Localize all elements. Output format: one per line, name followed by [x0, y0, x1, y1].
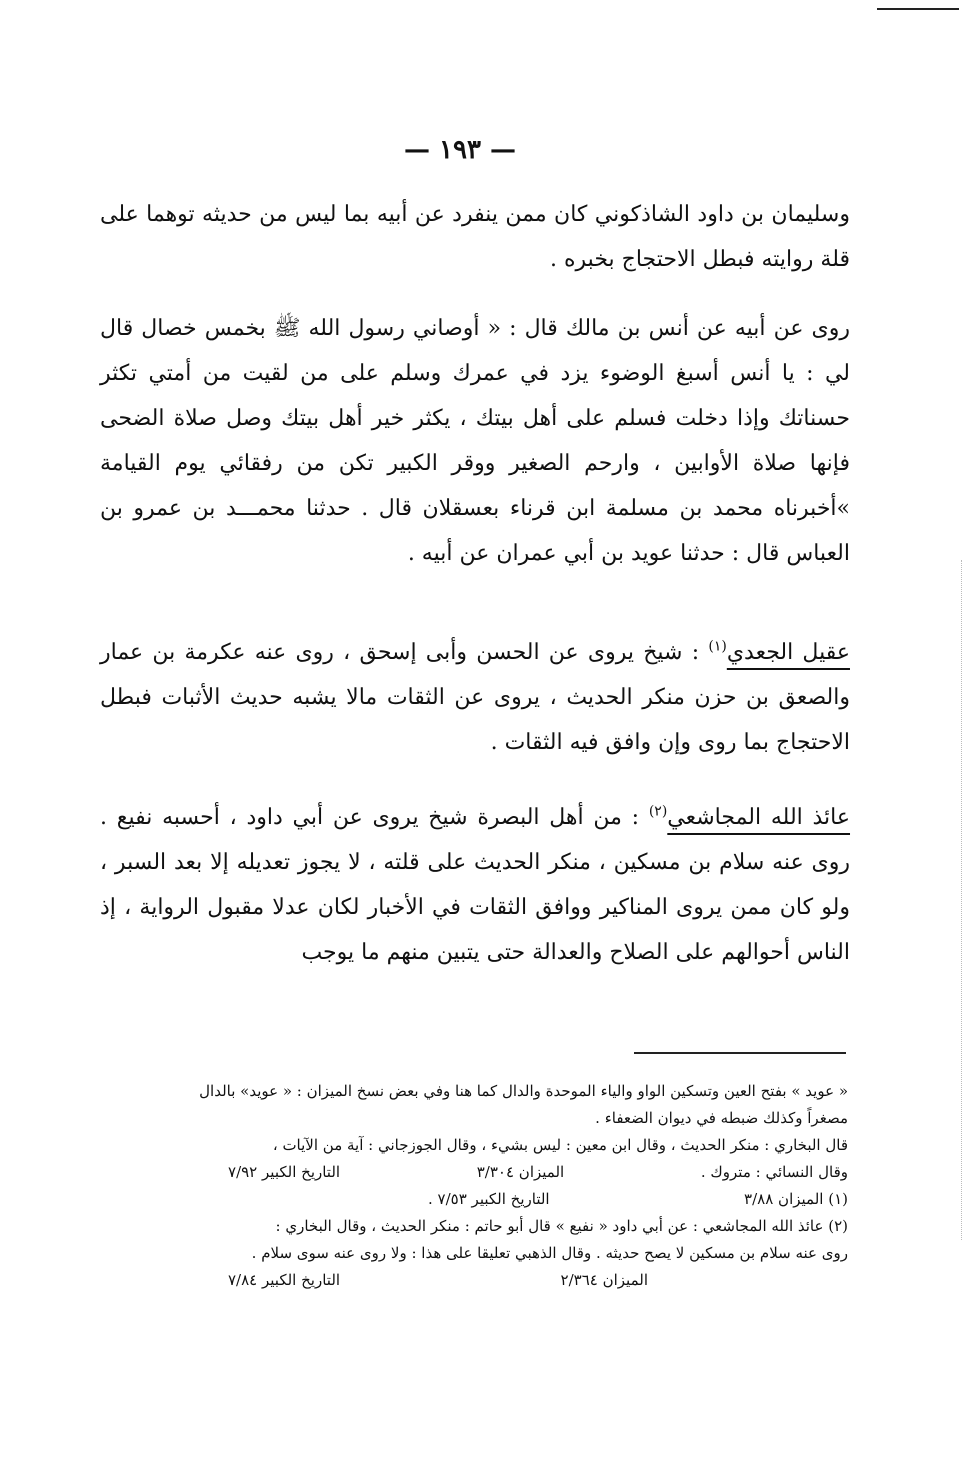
paragraph-entry-aqil: [100, 630, 850, 765]
footnote-2-line: روى عنه سلام بن مسكين لا يصح حديثه . وقال الذهبي تعليقا على هذا : ولا روى عنه سوى سلام .: [251, 1244, 848, 1262]
footnote-1: [428, 1186, 848, 1213]
footnote-1-text: (١) الميزان ٣/٨٨: [744, 1190, 848, 1208]
entry-text-aidh: : من أهل البصرة شيخ يروى عن أبي داود ، أحسبه نفيع . روى عنه سلام بن مسكين ، منكر الحديث على قلته ، لا يجوز تعديله إلا بعد السبر ، ولو كان ممن يروى المناكير ووافق الثقات في الأخبار لكان عدلا مقبول الرواية ، إذ الناس أحوالهم على الصلاح والعدالة حتى يتبين منهم ما يوجب: [100, 805, 850, 965]
page-edge: [961, 560, 962, 1240]
entry-name-aqil: عقيل الجعدي: [726, 640, 850, 665]
footnote-lead-line: « عويد » بفتح العين وتسكين الواو والياء الموحدة والدال كما هنا وفي بعض نسخ الميزان : « عويد» بالدال: [199, 1082, 848, 1100]
footnote-1-ref: التاريخ الكبير ٧/٥٣ .: [428, 1190, 550, 1208]
footnote-ref-tarikh: التاريخ الكبير ٧/٩٢: [228, 1163, 341, 1181]
footnote-lead-refs: [228, 1159, 848, 1186]
footnote-lead-text: وقال النسائي : متروك .: [700, 1163, 848, 1181]
page-number: — ١٩٣ —: [403, 135, 517, 165]
footnote-2-ref-mizan: الميزان ٢/٣٦٤: [560, 1271, 648, 1289]
footnote-ref-mizan: الميزان ٣/٣٠٤: [476, 1163, 565, 1181]
footnote-rule: [634, 1052, 846, 1054]
top-rule: [877, 8, 959, 10]
footnote-2-line: (٢) عائذ الله المجاشعي : عن أبي داود « نفيع » قال أبو حاتم : منكر الحديث ، وقال البخاري :: [275, 1217, 848, 1235]
paragraph-hadith: روى عن أبيه عن أنس بن مالك قال : « أوصاني رسول الله ﷺ بخمس خصال قال لي : يا أنس أسبغ الوضوء يزد في عمرك وسلم على من لقيت من أمتي تكثر حسناتك وإذا دخلت فسلم على أهل بيتك ، يكثر خير أهل بيتك وصل صلاة الضحى فإنها صلاة الأوابين ، وارحم الصغير ووقر الكبير تكن من رفقائي يوم القيامة »أخبرناه محمد بن مسلمة ابن قرناء بعسقلان قال . حدثنا محمـــد بن عمرو بن العباس قال : حدثنا عويد بن أبي عمران عن أبيه .: [100, 316, 850, 566]
footnote-2-ref-tarikh: التاريخ الكبير ٧/٨٤: [228, 1271, 341, 1289]
footnotes: [100, 1078, 848, 1294]
footnote-ref-2: (٢): [648, 803, 668, 820]
footnote-lead-line: قال البخاري : منكر الحديث ، وقال ابن معين : ليس بشيء ، وقال الجوزجاني : آية من الآيات ،: [272, 1136, 848, 1154]
footnote-lead-line: مصغراً وكذلك ضبطه في ديوان الضعفاء .: [595, 1109, 848, 1127]
entry-name-aidh: عائذ الله المجاشعي: [667, 805, 851, 830]
paragraph-entry-aidh: [100, 795, 850, 975]
footnote-2-refs: [228, 1267, 648, 1294]
footnote-ref-1: (١): [708, 638, 727, 655]
entry-text-aqil: : شيخ يروى عن الحسن وأبى إسحق ، روى عنه عكرمة بن عمار والصعق بن حزن منكر الحديث ، يروى عن الثقات مالا يشبه حديث الأثبات فبطل الاحتجاج بما روى وإن وافق فيه الثقات .: [100, 640, 850, 755]
paragraph-continuation: وسليمان بن داود الشاذكوني كان ممن ينفرد عن أبيه بما ليس من حديثه توهما على قلة روايته فبطل الاحتجاج بخبره .: [100, 202, 850, 272]
